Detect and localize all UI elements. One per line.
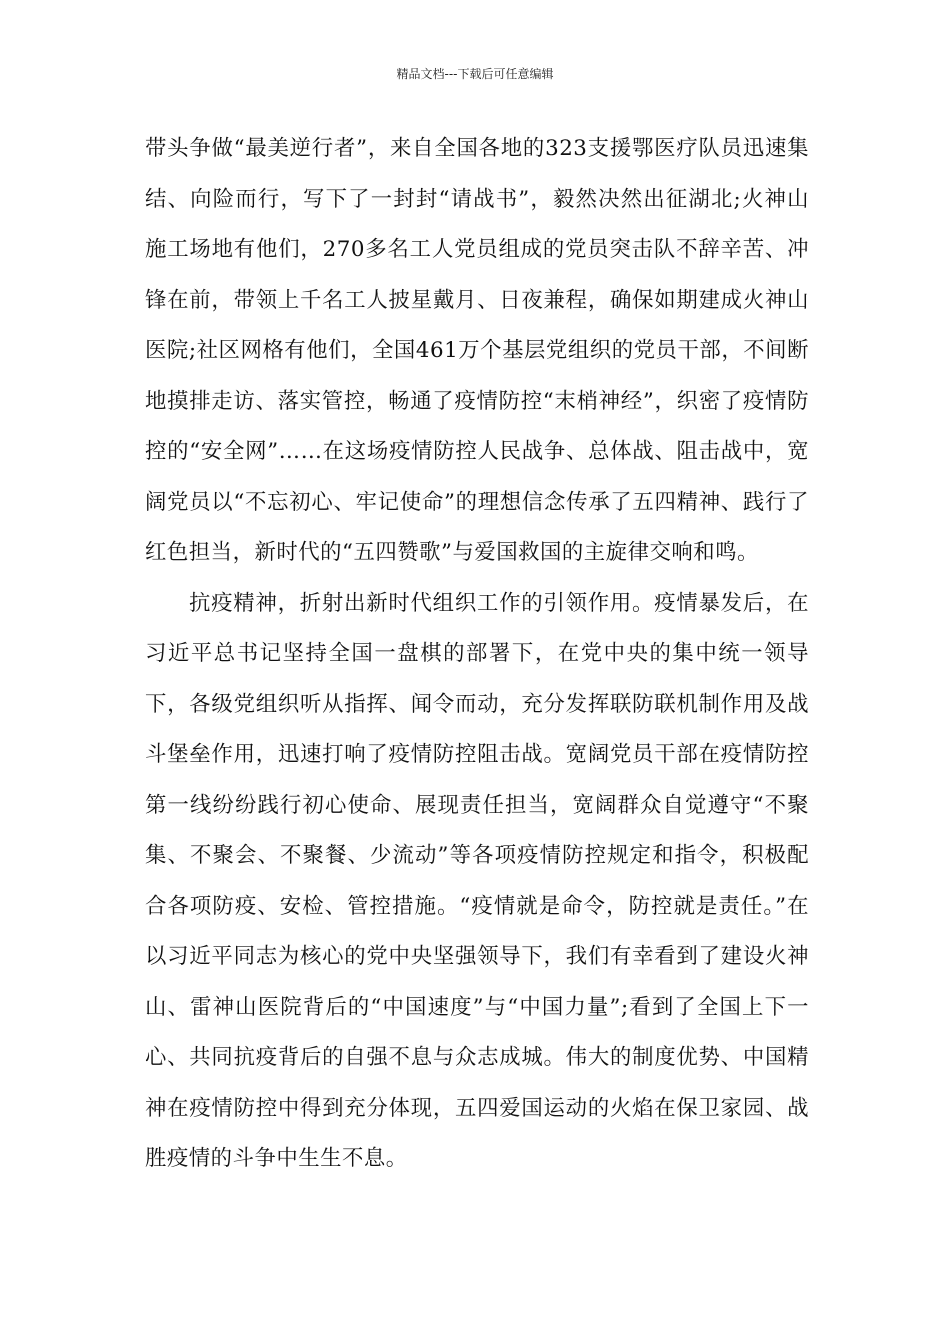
paragraph-epidemic-spirit: 抗疫精神，折射出新时代组织工作的引领作用。疫情暴发后，在习近平总书记坚持全国一盘棋的部署下，在党中央的集中统一领导下，各级党组织听从指挥、闻令而动，充分发挥联防联机制作用及战斗堡垒作用，迅速打响了疫情防控阻击战。宽阔党员干部在疫情防控第一线纷纷践行初心使命、展现责任担当，宽阔群众自觉遵守“不聚集、不聚会、不聚餐、少流动”等各项疫情防控规定和指令，积极配合各项防疫、安检、管控措施。“疫情就是命令，防控就是责任。”在以习近平同志为核心的党中央坚强领导下，我们有幸看到了建设火神山、雷神山医院背后的“中国速度”与“中国力量”;看到了全国上下一心、共同抗疫背后的自强不息与众志成城。伟大的制度优势、中国精神在疫情防控中得到充分体现，五四爱国运动的火焰在保卫家园、战胜疫情的斗争中生生不息。 xyxy=(145,590,809,1171)
paragraph-continued: 带头争做“最美逆行者”，来自全国各地的323支援鄂医疗队员迅速集结、向险而行，写下了一封封“请战书”，毅然决然出征湖北;火神山施工场地有他们，270多名工人党员组成的党员突击队不辞辛苦、冲锋在前，带领上千名工人披星戴月、日夜兼程，确保如期建成火神山医院;社区网格有他们，全国461万个基层党组织的党员干部，不间断地摸排走访、落实管控，畅通了疫情防控“末梢神经”，织密了疫情防控的“安全网”……在这场疫情防控人民战争、总体战、阻击战中，宽阔党员以“不忘初心、牢记使命”的理想信念传承了五四精神、践行了红色担当，新时代的“五四赞歌”与爱国救国的主旋律交响和鸣。 xyxy=(145,136,809,565)
page-header: 精品文档---下载后可任意编辑 xyxy=(396,67,554,81)
document-body xyxy=(145,124,809,1185)
